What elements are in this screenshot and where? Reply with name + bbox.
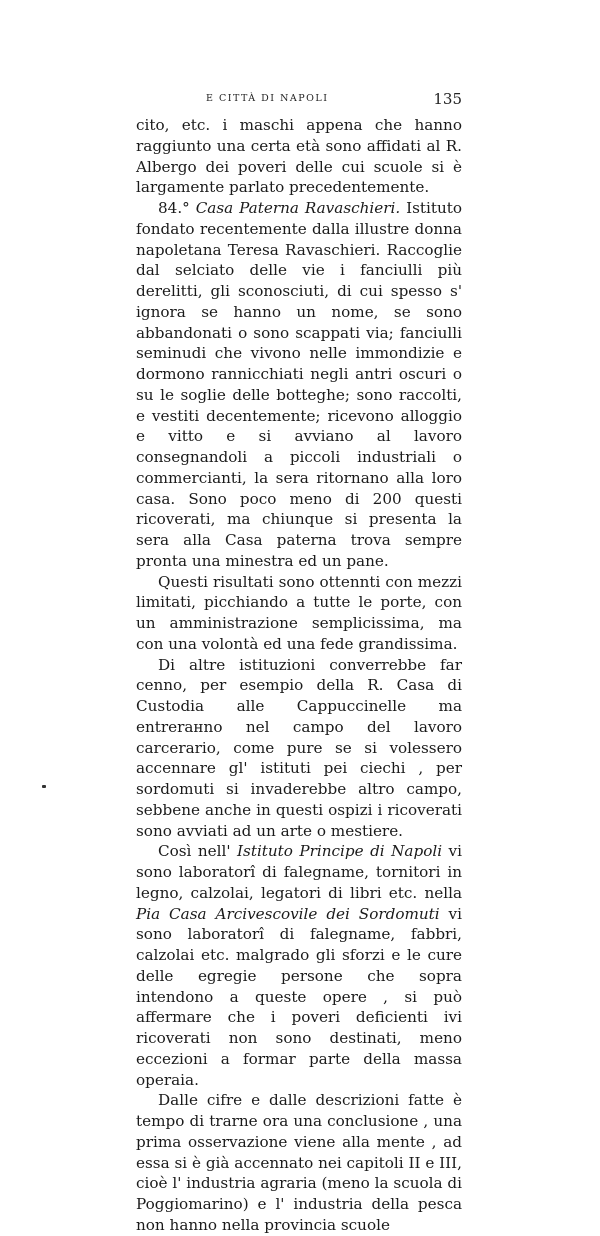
paragraph-1-text: cito, etc. i maschi appena che hanno raggiunto una certa età sono affidati al R. Albergo dei poveri delle cui scuole si è largamente parlato precedentemente. [136, 116, 462, 197]
paragraph-3-text: Questi risultati sono ottennti con mezzi limitati, picchiando a tutte le porte, con un amministrazione semplicissima, ma con una volontà ed una fede grandissima. [136, 572, 462, 653]
page-number: 135 [433, 90, 462, 108]
running-title: E CITTÀ DI NAPOLI [206, 93, 329, 104]
ink-mark [42, 785, 46, 788]
paragraph-3 [136, 572, 462, 655]
paragraph-5-lead: Così nell' [158, 842, 238, 861]
paragraph-5-mid: vi sono laboratorî di falegname, tornitori in legno, calzolai, legatori di libri etc. nella [136, 842, 462, 902]
running-head [136, 90, 462, 109]
paragraph-4-text: Di altre istituzioni converrebbe far cenno, per esempio della R. Casa di Custodia alle Cappuccinelle ma entrerанno nel campo del lavoro carcerario, come pure se si volessero accennare gl' istituti pei ciechi , per sordomuti si invaderebbe altro campo, sebbene anche in questi ospizi i ricoverati sono avviati ad un arte o mestiere. [136, 655, 462, 840]
paragraph-2 [136, 198, 462, 572]
body-text [136, 115, 462, 1236]
paragraph-6-text: Dalle cifre e dalle descrizioni fatte è tempo di trarne ora una conclusione , una prima osservazione viene alla mente , ad essa si è già accennato nei capitoli II e III, cioè l' industria agraria (meno la scuola di Poggiomarino) e l' industria della pesca non hanno nella provincia scuole [136, 1091, 462, 1234]
paragraph-5 [136, 841, 462, 1090]
paragraph-1 [136, 115, 462, 198]
paragraph-4 [136, 655, 462, 842]
paragraph-2-text: Istituto fondato recentemente dalla illustre donna napoletana Teresa Ravaschieri. Raccoglie dal selciato delle vie i fanciulli più derelitti, gli sconosciuti, di cui spesso s' ignora se hanno un nome, se sono abbandonati o sono scappati via; fanciulli seminudi che vivono nelle immondizie e dormono rannicchiati negli antri oscuri o su le soglie delle botteghe; sono raccolti, e vestiti decentemente; ricevono alloggio e vitto e si avviano al lavoro consegnandoli a piccoli industriali o commercianti, la sera ritornano alla loro casa. Sono poco meno di 200 questi ricoverati, ma chiunque si presenta la sera alla Casa paterna trova sempre pronta una minestra ed un pane. [136, 199, 462, 570]
paragraph-6 [136, 1090, 462, 1235]
institution-name-principe-di-napoli: Istituto Principe di Napoli [237, 842, 443, 861]
institution-name-sordomuti: Pia Casa Arcivescovile dei Sordomuti [136, 904, 440, 923]
entry-number: 84.° [158, 199, 196, 217]
institution-name-casa-paterna: Casa Paterna Ravaschieri. [195, 199, 401, 217]
paragraph-5-tail: vi sono laboratorî di falegname, fabbri, calzolai etc. malgrado gli sforzi e le cure delle egregie persone che sopra intendono a queste opere , si può affermare che i poveri deficienti ivi ricoverati non sono destinati, meno eccezioni a formar parte della massa operaia. [136, 904, 462, 1089]
